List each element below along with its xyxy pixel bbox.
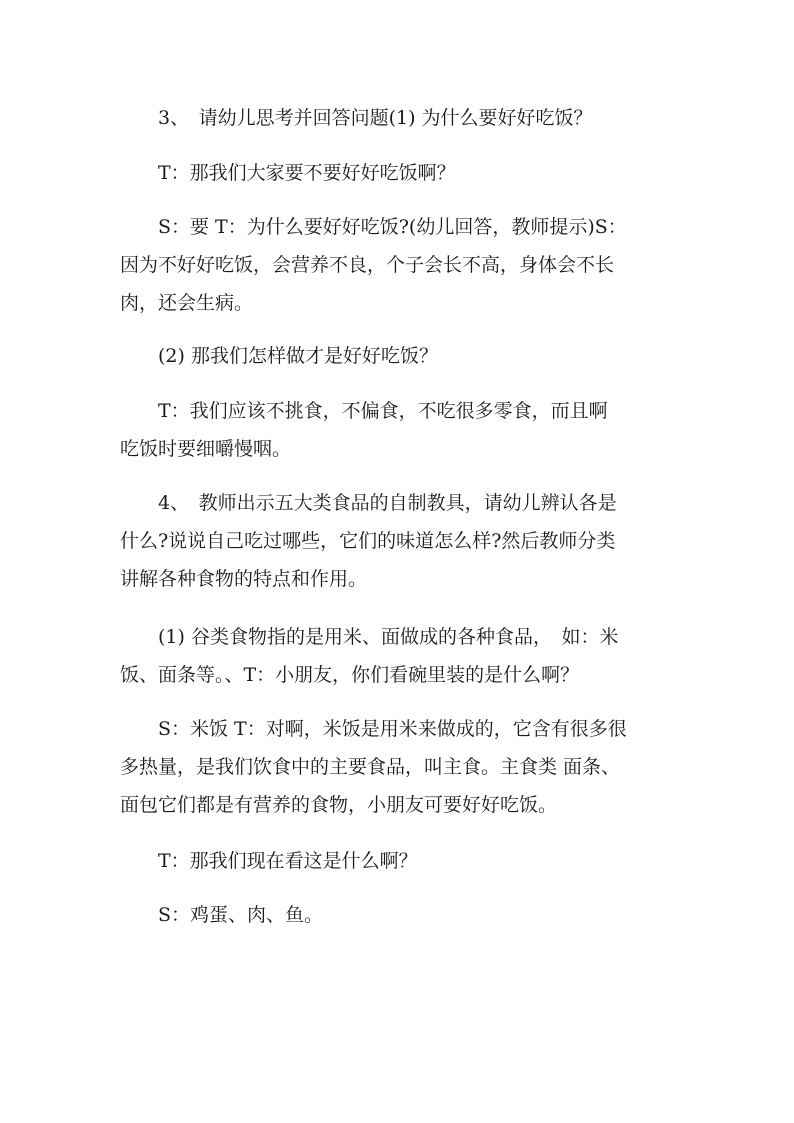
text-line: S：米饭 T：对啊，米饭是用米来做成的，它含有很多很 (120, 718, 627, 740)
text-line: T：那我们大家要不要好好吃饭啊？ (120, 162, 456, 184)
paragraph-why-eat-well (120, 208, 680, 322)
paragraph-q4 (120, 484, 680, 598)
text-line: 4、 教师出示五大类食品的自制教具，请幼儿辨认各是 (120, 492, 617, 514)
text-line: 饭、面条等。、T：小朋友，你们看碗里装的是什么啊？ (120, 664, 580, 686)
paragraph-grains (120, 618, 680, 694)
paragraph-q3 (120, 99, 680, 137)
text-line: S：要 T：为什么要好好吃饭?(幼儿回答，教师提示)S： (120, 216, 627, 238)
text-line: 讲解各种食物的特点和作用。 (120, 568, 368, 590)
paragraph-egg-meat-fish (120, 896, 680, 934)
paragraph-q2 (120, 337, 680, 375)
text-line: (1) 谷类食物指的是用米、面做成的各种食品， 如：米 (120, 626, 619, 648)
text-line: 肉，还会生病。 (120, 292, 254, 314)
text-line: 什么?说说自己吃过哪些，它们的味道怎么样?然后教师分类 (120, 530, 616, 552)
paragraph-rice (120, 710, 680, 824)
text-line: T：那我们现在看这是什么啊？ (120, 850, 418, 872)
paragraph-teacher-question (120, 154, 680, 192)
paragraph-how-to-eat (120, 392, 680, 468)
text-line: 3、 请幼儿思考并回答问题(1) 为什么要好好吃饭？ (120, 107, 593, 129)
text-line: 因为不好好吃饭，会营养不良，个子会长不高，身体会不长 (120, 254, 615, 276)
text-line: T：我们应该不挑食，不偏食，不吃很多零食，而且啊 (120, 400, 608, 422)
paragraph-what-is-this (120, 842, 680, 880)
text-line: 多热量，是我们饮食中的主要食品，叫主食。主食类 面条、 (120, 756, 621, 778)
text-line: S：鸡蛋、肉、鱼。 (120, 904, 324, 926)
text-line: 吃饭时要细嚼慢咽。 (120, 438, 292, 460)
text-line: 面包它们都是有营养的食物，小朋友可要好好吃饭。 (120, 794, 558, 816)
text-line: (2) 那我们怎样做才是好好吃饭？ (120, 345, 438, 367)
